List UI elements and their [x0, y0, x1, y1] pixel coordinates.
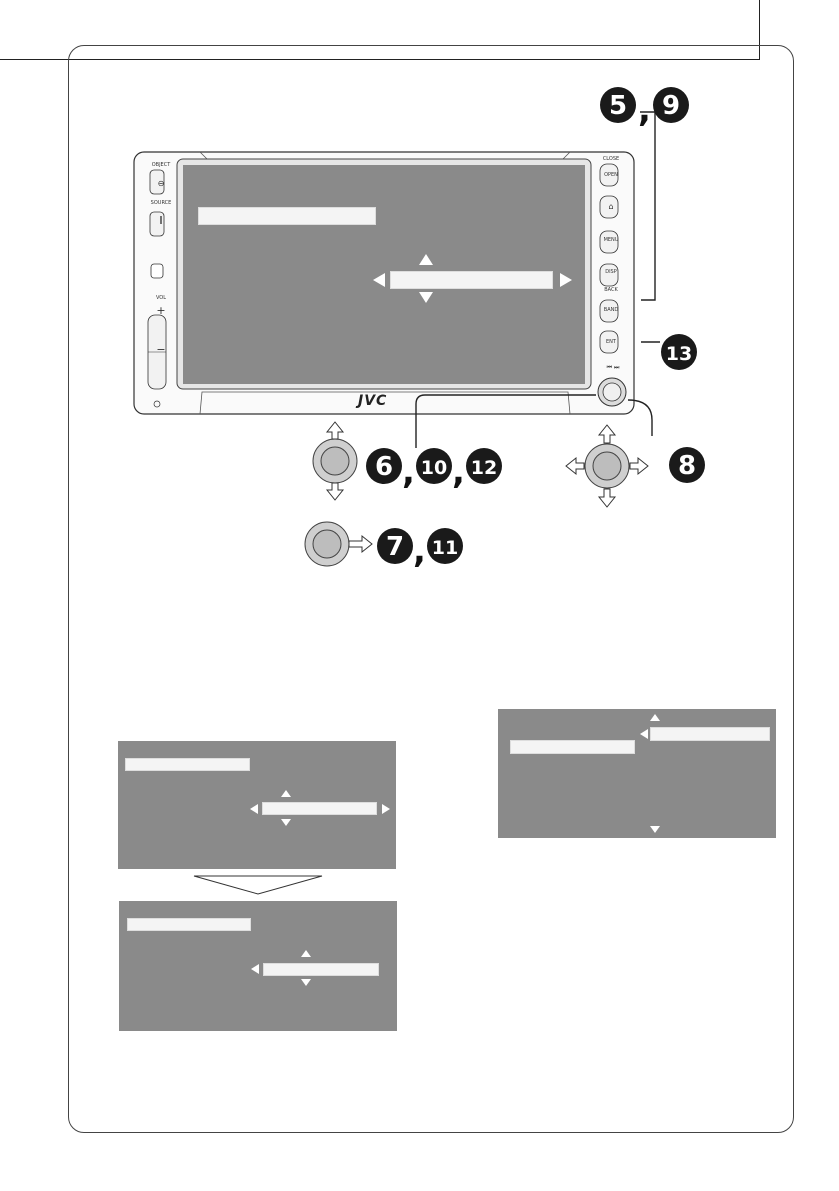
svg-text:10: 10	[420, 457, 448, 479]
example-list-value-bar	[650, 727, 770, 741]
svg-text:5: 5	[608, 91, 628, 121]
left-arrow-icon	[640, 729, 648, 739]
menu-button[interactable]: MENU	[603, 237, 619, 243]
callout-9	[652, 86, 690, 124]
home-button[interactable]: ⌂	[608, 202, 614, 211]
example-before-arrows	[248, 789, 393, 829]
example-list-arrows	[638, 713, 668, 835]
joystick-up-down-icon	[305, 420, 365, 502]
object-button-glyph[interactable]: ⊖	[157, 179, 165, 188]
callout-10	[415, 447, 453, 485]
band-button[interactable]: BAND	[603, 307, 619, 313]
example-list-selected-item	[510, 740, 635, 754]
down-arrow-icon	[650, 826, 660, 833]
callout-11	[426, 527, 464, 565]
comma-separator: ,	[638, 90, 651, 130]
vol-up-glyph[interactable]: +	[156, 304, 166, 317]
callout-13	[660, 333, 698, 371]
joystick-four-way-icon	[565, 424, 649, 508]
brand-logo: JVC	[358, 393, 388, 409]
source-button-glyph[interactable]: ‖	[159, 215, 163, 224]
vol-label: VOL	[155, 295, 167, 301]
down-arrow-icon	[301, 979, 311, 986]
comma-separator: ,	[452, 452, 465, 492]
disp-button[interactable]: DISP	[605, 269, 617, 275]
callout-6	[365, 447, 403, 485]
up-arrow-icon	[301, 950, 311, 957]
svg-text:7: 7	[385, 532, 405, 562]
object-label: OBJECT	[151, 162, 171, 168]
svg-text:9: 9	[661, 91, 681, 121]
svg-text:8: 8	[677, 451, 697, 481]
svg-text:12: 12	[470, 457, 498, 479]
left-arrow-icon	[251, 964, 259, 974]
callout-5	[599, 86, 637, 124]
up-arrow-icon	[650, 714, 660, 721]
example-after-selected-item	[127, 918, 251, 931]
down-arrow-icon	[281, 819, 291, 826]
svg-text:11: 11	[431, 537, 459, 559]
svg-text:6: 6	[374, 452, 394, 482]
svg-text:13: 13	[665, 343, 693, 365]
back-label: BACK	[604, 287, 618, 293]
callout-12	[465, 447, 503, 485]
example-after-arrows	[249, 949, 319, 989]
right-arrow-icon	[382, 804, 390, 814]
comma-separator: ,	[413, 531, 426, 571]
source-label: SOURCE	[150, 200, 172, 206]
ent-button[interactable]: ENT	[606, 339, 616, 345]
left-arrow-icon	[250, 804, 258, 814]
close-label: CLOSE	[602, 156, 620, 162]
skip-buttons-label: ⏮ ⏭	[606, 364, 620, 371]
joystick-press-icon	[302, 518, 374, 570]
open-button[interactable]: OPEN	[604, 172, 618, 178]
up-arrow-icon	[281, 790, 291, 797]
comma-separator: ,	[402, 452, 415, 492]
vol-down-glyph[interactable]: −	[156, 343, 166, 356]
callout-8	[668, 446, 706, 484]
transition-arrow-icon	[192, 874, 324, 896]
example-before-selected-item	[125, 758, 250, 771]
callout-7	[376, 527, 414, 565]
